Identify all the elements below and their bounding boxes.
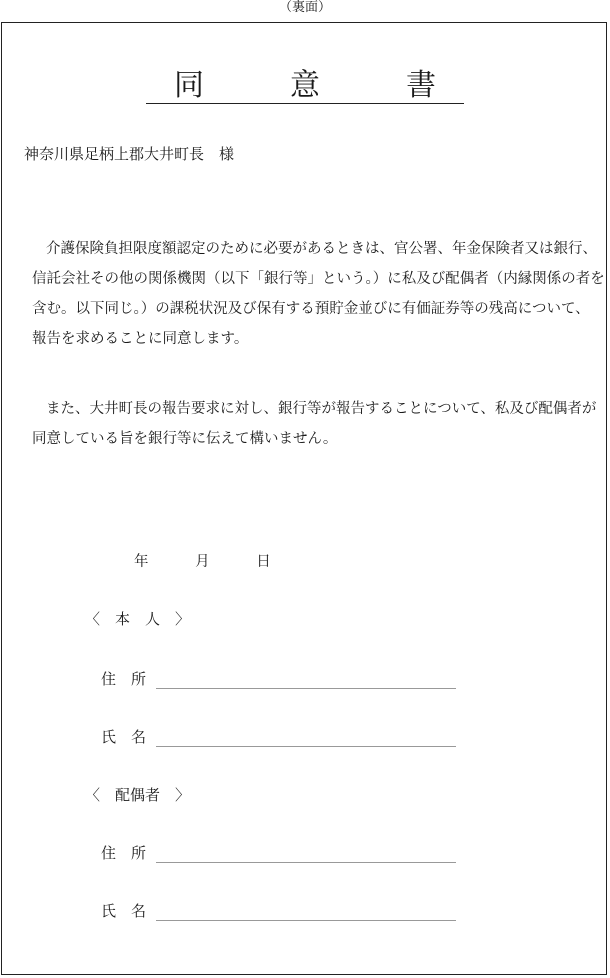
date-year: 年: [134, 554, 149, 570]
date-day: 日: [256, 554, 271, 570]
form-frame: [1, 22, 607, 975]
paragraph-line: 信託会社その他の関係機関（以下「銀行等」という。）に私及び配偶者（内縁関係の者を: [32, 271, 605, 287]
spouse-address-line[interactable]: [156, 862, 456, 863]
consent-paragraph-2: [32, 394, 597, 454]
addressee: 神奈川県足柄上郡大井町長 様: [24, 145, 235, 163]
side-label: （裏面）: [278, 0, 331, 15]
date-row: [134, 550, 271, 571]
self-name-line[interactable]: [156, 746, 456, 747]
paragraph-line: 同意している旨を銀行等に伝えて構いません。: [32, 431, 338, 447]
spouse-section-label: 〈 配偶者 〉: [85, 786, 191, 804]
paragraph-line: 介護保険負担限度額認定のために必要があるときは、官公署、年金保険者又は銀行、: [46, 241, 597, 257]
spouse-address-label: 住 所: [101, 844, 147, 862]
self-address-label: 住 所: [101, 670, 147, 688]
paragraph-line: 含む。以下同じ。）の課税状況及び保有する預貯金並びに有価証券等の残高について、: [32, 301, 590, 317]
paragraph-line: 報告を求めることに同意します。: [32, 331, 249, 347]
self-section-label: 〈 本 人 〉: [85, 610, 191, 628]
spouse-name-field[interactable]: [101, 900, 153, 921]
date-month: 月: [195, 554, 210, 570]
self-name-label: 氏 名: [101, 728, 147, 746]
spouse-name-line[interactable]: [156, 920, 456, 921]
title-text: 同 意 書: [146, 68, 464, 104]
spouse-name-label: 氏 名: [101, 902, 147, 920]
self-name-field[interactable]: [101, 726, 153, 747]
self-address-field[interactable]: [101, 668, 153, 689]
paragraph-line: また、大井町長の報告要求に対し、銀行等が報告することについて、私及び配偶者が: [46, 401, 597, 417]
spouse-address-field[interactable]: [101, 842, 153, 863]
self-address-line[interactable]: [156, 688, 456, 689]
consent-paragraph-1: [32, 234, 605, 354]
document-title: [0, 68, 610, 104]
